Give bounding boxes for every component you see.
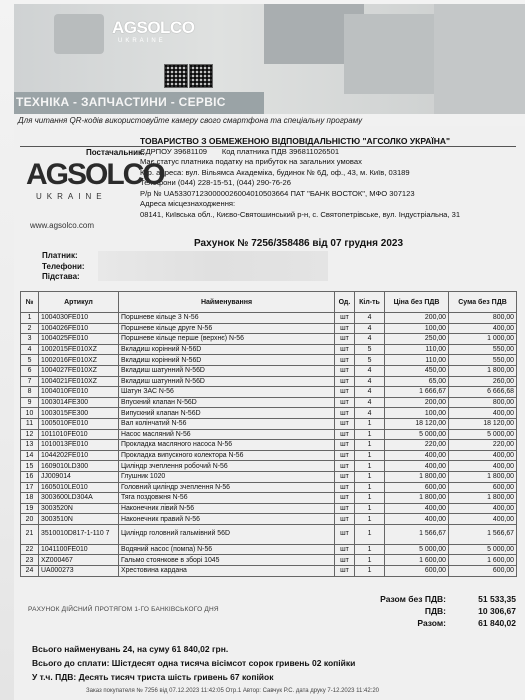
table-cell: 1003014FE300 [39,397,119,408]
table-row [21,365,517,376]
table-cell: 1 [355,503,385,514]
table-cell: 450,00 [385,365,449,376]
table-cell: 18 120,00 [449,418,517,429]
table-cell: 400,00 [449,408,517,419]
table-cell: 400,00 [385,461,449,472]
supplier-address: Юр. адреса: вул. Вільямса Академіка, будинок № 6Д, оф., 43, м. Київ, 03189 [140,167,410,177]
banner-tagline: ТЕХНІКА - ЗАПЧАСТИНИ - СЕРВІС [16,95,226,109]
table-cell: 1002015FE010XZ [39,344,119,355]
table-cell: 8 [21,387,39,398]
table-header-cell: Ціна без ПДВ [385,292,449,313]
table-cell: 1 566,67 [385,524,449,544]
table-cell: 23 [21,555,39,566]
table-cell: 1 [355,524,385,544]
table-header-cell: Найменування [119,292,335,313]
banner-logo-sub: UKRAINE [118,38,166,44]
table-cell: шт [335,344,355,355]
table-cell: шт [335,334,355,345]
total-value: 61 840,02 [478,618,516,628]
table-cell: 2 [21,323,39,334]
supplier-edrpou: ЄДРПОУ 39681109 Код платника ПДВ 396811026501 [140,146,340,156]
table-cell: 200,00 [385,397,449,408]
table-row [21,514,517,525]
table-cell: 4 [21,344,39,355]
table-cell: JJ009014 [39,471,119,482]
table-cell: 1 [355,450,385,461]
table-cell: 550,00 [449,344,517,355]
table-cell: 5 000,00 [449,429,517,440]
table-cell: 550,00 [449,355,517,366]
table-row [21,429,517,440]
table-cell: 100,00 [385,323,449,334]
table-cell: Вкладиш шатунний N-56D [119,376,335,387]
header-banner [14,4,525,114]
table-cell: 1041100FE010 [39,544,119,555]
supplier-phones: Телефони (044) 228-15-51, (044) 290-76-26 [140,178,291,187]
table-cell: 220,00 [449,440,517,451]
table-cell: 1 800,00 [449,365,517,376]
table-cell: 1004026FE010 [39,323,119,334]
table-cell: шт [335,323,355,334]
table-cell: 1044202FE010 [39,450,119,461]
table-cell: Вкладиш корінний N-56D [119,355,335,366]
table-cell: 1 800,00 [449,471,517,482]
table-cell: шт [335,387,355,398]
table-header-cell: Од. [335,292,355,313]
table-cell: XZ000467 [39,555,119,566]
table-cell: Випускний клапан N-56D [119,408,335,419]
qr-note: Для читання QR-кодів використовуйте камеру свого смартфона та спеціальну програму [18,116,363,125]
table-cell: шт [335,408,355,419]
table-cell: 1 [355,482,385,493]
table-cell: 1 566,67 [449,524,517,544]
table-cell: 5 [355,344,385,355]
table-row [21,461,517,472]
table-cell: 1 [355,440,385,451]
table-cell: 800,00 [449,397,517,408]
table-row [21,418,517,429]
table-cell: шт [335,493,355,504]
table-cell: Циліндр зчеплення робочий N-56 [119,461,335,472]
table-cell: 3003520N [39,503,119,514]
table-cell: 260,00 [449,376,517,387]
table-cell: 18 [21,493,39,504]
table-cell: 1004030FE010 [39,313,119,324]
table-cell: 250,00 [385,334,449,345]
table-cell: шт [335,544,355,555]
table-row [21,313,517,324]
table-cell: 1 [355,566,385,577]
validity-note: РАХУНОК ДІЙСНИЙ ПРОТЯГОМ 1-ГО БАНКІВСЬКОГО ДНЯ [28,606,219,613]
table-row [21,566,517,577]
banner-parts-image [434,4,525,114]
table-cell: 100,00 [385,408,449,419]
table-cell: 1004027FE010XZ [39,365,119,376]
table-cell: 1004010FE010 [39,387,119,398]
table-cell: 6 [21,365,39,376]
table-cell: шт [335,503,355,514]
table-cell: 1605010LE010 [39,482,119,493]
table-cell: 11 [21,418,39,429]
table-cell: 220,00 [385,440,449,451]
table-cell: Водяний насос (помпа) N-56 [119,544,335,555]
table-row [21,408,517,419]
table-row [21,450,517,461]
table-cell: Гальмо стоянкове в зборі 1045 [119,555,335,566]
payer-label: Платник: [42,251,78,260]
table-cell: 1 000,00 [449,334,517,345]
basis-label: Підстава: [42,272,80,281]
table-cell: 1 [355,471,385,482]
table-cell: 1 [355,514,385,525]
table-cell: 400,00 [449,323,517,334]
table-cell: 4 [355,334,385,345]
table-cell: 14 [21,450,39,461]
table-cell: шт [335,482,355,493]
total-in-words: Всього до сплати: Шістдесят одна тисяча вісімсот сорок гривень 02 копійки [32,658,356,668]
table-cell: 5 [355,355,385,366]
table-cell: шт [335,355,355,366]
table-cell: 4 [355,387,385,398]
sum-label: Разом без ПДВ: [380,594,446,604]
supplier-location: 08141, Київська обл., Києво-Святошинський р-н, с. Святопетрівське, вул. Індустріальна, 31 [140,209,461,219]
table-row [21,344,517,355]
table-row [21,334,517,345]
table-cell: 3003510N [39,514,119,525]
table-cell: 110,00 [385,344,449,355]
table-cell: 18 120,00 [385,418,449,429]
table-cell: шт [335,397,355,408]
table-cell: шт [335,365,355,376]
table-cell: Тяга поздовжня N-56 [119,493,335,504]
table-header-cell: № [21,292,39,313]
sum-value: 51 533,35 [478,594,516,604]
invoice-title: Рахунок № 7256/358486 від 07 грудня 2023 [194,238,404,249]
vat-label: ПДВ: [424,606,446,616]
banner-engine-image [54,14,104,54]
table-row [21,503,517,514]
table-header-cell: Артикул [39,292,119,313]
table-cell: 1002016FE010XZ [39,355,119,366]
table-cell: 1 800,00 [385,493,449,504]
table-cell: 1 600,00 [449,555,517,566]
table-cell: 400,00 [449,514,517,525]
table-cell: 400,00 [449,503,517,514]
table-cell: 400,00 [385,450,449,461]
table-row [21,387,517,398]
table-cell: 1 [355,544,385,555]
table-cell: шт [335,313,355,324]
vat-value: 10 306,67 [478,606,516,616]
phones-label: Телефони: [42,261,85,271]
table-cell: 1 600,00 [385,555,449,566]
table-header-cell: Кіл-ть [355,292,385,313]
total-label: Разом: [417,618,446,628]
table-cell: шт [335,555,355,566]
table-cell: 400,00 [449,461,517,472]
table-cell: 1004021FE010XZ [39,376,119,387]
table-cell: 4 [355,397,385,408]
table-cell: Головний циліндр зчеплення N-56 [119,482,335,493]
table-row [21,355,517,366]
table-cell: 10 [21,408,39,419]
items-table [20,291,517,577]
table-cell: шт [335,471,355,482]
banner-logo: AGSOLCO [112,18,195,37]
table-cell: UA000273 [39,566,119,577]
table-cell: Прокладка масляного насоса N-56 [119,440,335,451]
table-cell: 1 [355,429,385,440]
supplier-name: ТОВАРИСТВО З ОБМЕЖЕНОЮ ВІДПОВІДАЛЬНІСТЮ "АГСОЛКО УКРАЇНА" [140,136,451,146]
table-cell: шт [335,450,355,461]
table-cell: 4 [355,376,385,387]
table-cell: 400,00 [385,503,449,514]
table-cell: 4 [355,408,385,419]
company-website: www.agsolco.com [30,221,95,230]
table-cell: 5 000,00 [449,544,517,555]
table-header-cell: Сума без ПДВ [449,292,517,313]
table-cell: 1004025FE010 [39,334,119,345]
table-cell: шт [335,418,355,429]
supplier-label: Постачальник: [86,148,145,157]
redacted-area [98,251,328,281]
table-cell: 400,00 [449,450,517,461]
supplier-location-label: Адреса місцезнаходження: [140,199,236,208]
company-logo-sub: UKRAINE [36,192,107,201]
table-row [21,440,517,451]
table-body [21,313,517,577]
table-cell: 1 800,00 [449,493,517,504]
table-cell: шт [335,376,355,387]
table-cell: 1003015FE300 [39,408,119,419]
table-row [21,482,517,493]
table-cell: шт [335,440,355,451]
table-row [21,493,517,504]
table-cell: 4 [355,313,385,324]
table-cell: 20 [21,514,39,525]
table-cell: 4 [355,323,385,334]
table-cell: 800,00 [449,313,517,324]
table-cell: 5 000,00 [385,544,449,555]
table-cell: 1 666,67 [385,387,449,398]
table-cell: Впускний клапан N-56D [119,397,335,408]
table-header-row [21,292,517,313]
supplier-account: Р/р № UA533071230000026004010503664 ПАТ "БАНК ВОСТОК", МФО 307123 [140,188,415,198]
table-cell: шт [335,461,355,472]
invoice-document [14,126,525,700]
table-cell: Поршневе кільце друге N-56 [119,323,335,334]
table-cell: 1011010FE010 [39,429,119,440]
table-cell: 400,00 [385,514,449,525]
table-cell: 5 [21,355,39,366]
table-cell: 24 [21,566,39,577]
table-cell: Циліндр головний гальмівний 56D [119,524,335,544]
table-cell: 600,00 [449,482,517,493]
table-row [21,524,517,544]
supplier-details [140,136,520,220]
table-cell: Наконечник лівий N-56 [119,503,335,514]
table-row [21,397,517,408]
table-cell: шт [335,524,355,544]
table-row [21,323,517,334]
table-cell: 1 800,00 [385,471,449,482]
table-cell: 1609010LD300 [39,461,119,472]
table-cell: 3003600LD304A [39,493,119,504]
qr-code-icon [164,64,188,88]
table-cell: 4 [355,365,385,376]
table-cell: 65,00 [385,376,449,387]
table-cell: 3510010D817-1-110 7 [39,524,119,544]
table-cell: 1 [21,313,39,324]
table-cell: 1 [355,418,385,429]
table-cell: Наконечник правий N-56 [119,514,335,525]
table-cell: 1005010FE010 [39,418,119,429]
table-cell: Глушник 1020 [119,471,335,482]
table-cell: 19 [21,503,39,514]
table-cell: Хрестовина кардана [119,566,335,577]
table-cell: 13 [21,440,39,451]
table-cell: Прокладка випускного колектора N-56 [119,450,335,461]
table-cell: 9 [21,397,39,408]
table-cell: 15 [21,461,39,472]
table-row [21,555,517,566]
table-cell: Вал колінчатий N-56 [119,418,335,429]
order-info: Заказ покупателя № 7256 від 07.12.2023 11:42:05 Отр.1 Автор: Савчук Р.С. дата друку 7-12.2023 11:42:20 [86,688,380,694]
table-cell: 600,00 [385,482,449,493]
table-cell: Вкладиш шатунний N-56D [119,365,335,376]
table-cell: 600,00 [449,566,517,577]
table-cell: 200,00 [385,313,449,324]
table-cell: 16 [21,471,39,482]
qr-code-icon [189,64,213,88]
table-cell: шт [335,566,355,577]
table-cell: 21 [21,524,39,544]
table-row [21,544,517,555]
table-cell: 5 000,00 [385,429,449,440]
payer-info [42,251,85,283]
table-cell: Вкладиш корінний N-56D [119,344,335,355]
table-cell: 1 [355,493,385,504]
table-cell: 1010013FE010 [39,440,119,451]
table-row [21,471,517,482]
table-cell: Поршневе кільце 3 N-56 [119,313,335,324]
table-cell: 3 [21,334,39,345]
table-cell: 600,00 [385,566,449,577]
table-cell: 110,00 [385,355,449,366]
table-cell: шт [335,514,355,525]
table-cell: 6 666,68 [449,387,517,398]
table-cell: Насос масляний N-56 [119,429,335,440]
vat-in-words: У т.ч. ПДВ: Десять тисяч триста шість гривень 67 копійок [32,672,274,682]
table-cell: 1 [355,555,385,566]
table-cell: Шатун ЗАС N-56 [119,387,335,398]
items-count: Всього найменувань 24, на суму 61 840,02 грн. [32,644,229,654]
table-cell: 22 [21,544,39,555]
table-cell: шт [335,429,355,440]
table-cell: Поршневе кільце перше (верхнє) N-56 [119,334,335,345]
table-row [21,376,517,387]
table-cell: 1 [355,461,385,472]
table-cell: 7 [21,376,39,387]
table-cell: 17 [21,482,39,493]
company-logo: AGSOLCO [26,158,164,191]
table-cell: 12 [21,429,39,440]
supplier-tax-status: Має статус платника податку на прибуток на загальних умовах [140,157,362,166]
